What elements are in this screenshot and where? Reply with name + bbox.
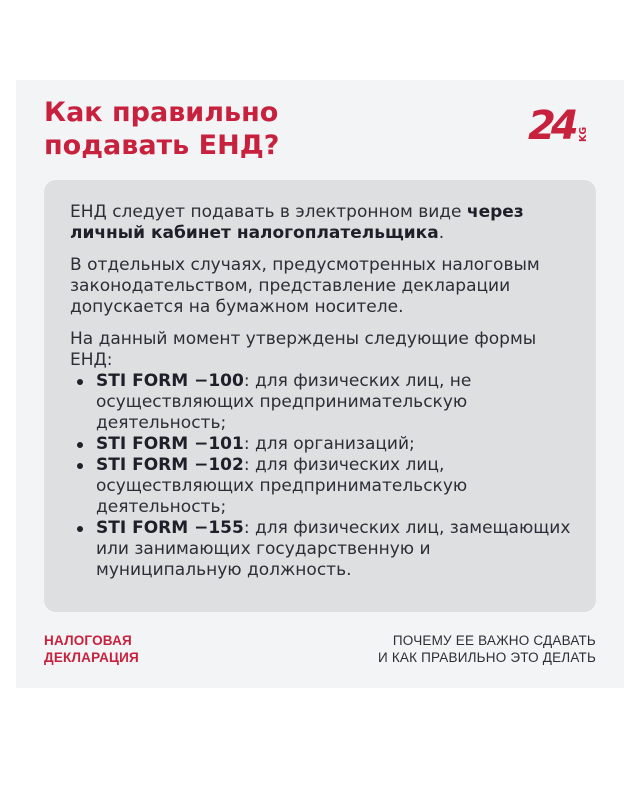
logo-number: 24 bbox=[528, 103, 574, 146]
bullet-icon bbox=[77, 442, 83, 448]
paragraph-forms-intro: На данный момент утверждены следующие формы ЕНД: bbox=[70, 329, 537, 370]
bullet-icon bbox=[77, 463, 83, 469]
form-description: : для физических лиц, осуществляющих предпринимательскую деятельность; bbox=[96, 455, 468, 517]
content-text bbox=[70, 202, 580, 581]
info-card bbox=[16, 80, 624, 688]
list-item bbox=[70, 455, 580, 518]
form-code: STI FORM −100 bbox=[96, 371, 244, 391]
brand-logo-icon bbox=[528, 102, 592, 146]
list-item bbox=[70, 371, 580, 434]
form-code: STI FORM −155 bbox=[96, 518, 244, 538]
forms-list bbox=[70, 371, 580, 581]
paragraph-exceptions: В отдельных случаях, предусмотренных налоговым законодательством, представление декларации допускается на бумажном носителе. bbox=[70, 255, 540, 317]
footer-subtitle-line: И КАК ПРАВИЛЬНО ЭТО ДЕЛАТЬ bbox=[377, 650, 596, 665]
list-item bbox=[70, 434, 580, 455]
bullet-icon bbox=[77, 379, 83, 385]
form-code: STI FORM −101 bbox=[96, 434, 244, 454]
logo-suffix: KG bbox=[578, 126, 589, 142]
footer-topic bbox=[44, 632, 139, 666]
form-description: : для физических лиц, замещающих или занимающих государственную и муниципальную должность. bbox=[96, 518, 571, 580]
form-description: : для физических лиц, не осуществляющих предпринимательскую деятельность; bbox=[96, 371, 472, 433]
intro-bold-text: через личный кабинет налогоплательщика bbox=[70, 202, 524, 243]
footer-topic-line: ДЕКЛАРАЦИЯ bbox=[44, 650, 139, 665]
page-title bbox=[44, 96, 464, 162]
intro-end: . bbox=[438, 223, 445, 243]
content-panel bbox=[44, 180, 596, 612]
paragraph-intro bbox=[70, 202, 580, 244]
title-line: Как правильно bbox=[44, 97, 279, 128]
intro-text: ЕНД следует подавать в электронном виде bbox=[70, 202, 467, 222]
title-line: подавать ЕНД? bbox=[44, 130, 280, 161]
footer-subtitle bbox=[378, 632, 596, 666]
footer-subtitle-line: ПОЧЕМУ ЕЕ ВАЖНО СДАВАТЬ bbox=[392, 633, 596, 648]
list-item bbox=[70, 518, 580, 581]
form-code: STI FORM −102 bbox=[96, 455, 244, 475]
form-description: : для организаций; bbox=[243, 434, 415, 454]
footer-topic-line: НАЛОГОВАЯ bbox=[44, 633, 132, 648]
bullet-icon bbox=[77, 526, 83, 532]
